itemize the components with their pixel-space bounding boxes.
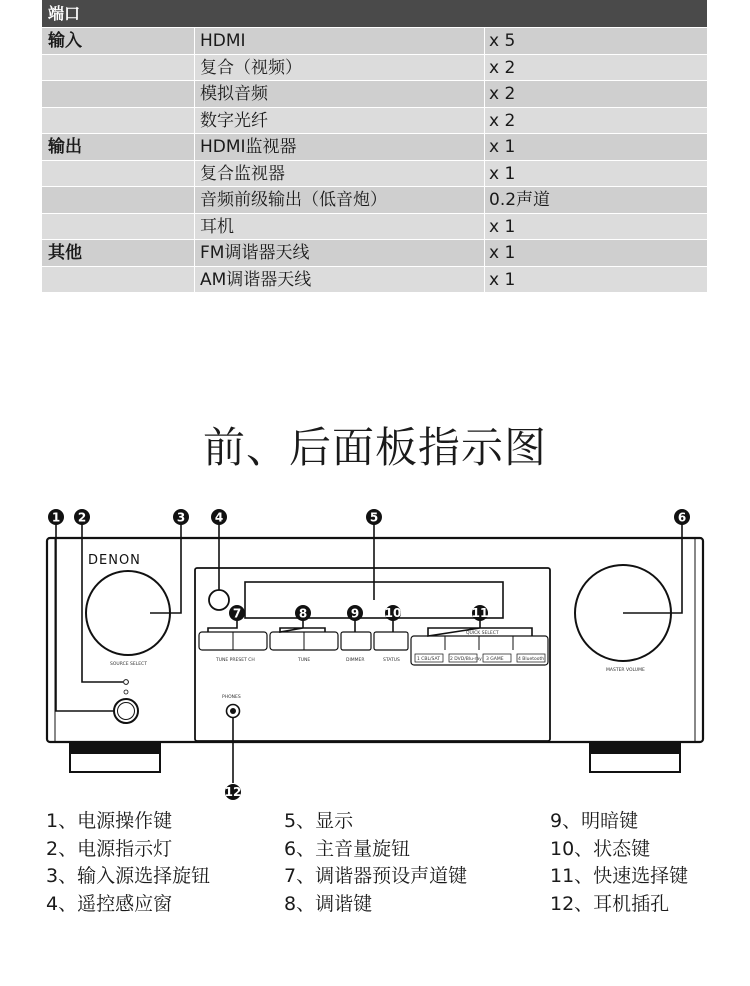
legend-item: 10、状态键	[550, 837, 651, 860]
spec-qty: x 1	[489, 163, 516, 184]
spec-item: HDMI	[200, 31, 246, 51]
legend-item: 3、输入源选择旋钮	[46, 865, 211, 887]
marker-9	[347, 605, 363, 621]
table-row	[42, 133, 707, 160]
diagram-title: 前、后面板指示图	[202, 423, 547, 472]
spec-qty: x 2	[489, 57, 516, 78]
spec-item: 数字光纤	[200, 110, 268, 131]
svg-text:10: 10	[384, 606, 402, 620]
table-row	[42, 107, 707, 134]
legend-item: 7、调谐器预设声道键	[284, 865, 468, 887]
legend-column-2	[284, 808, 467, 918]
phones-label: PHONES	[222, 695, 241, 700]
svg-text:3: 3	[176, 510, 186, 525]
qs2-label: 2 DVD/Blu-ray	[450, 657, 482, 662]
table-row	[42, 27, 707, 54]
marker-2	[74, 509, 90, 525]
spec-table-header: 端口	[42, 0, 707, 27]
spec-item: 耳机	[200, 216, 234, 237]
marker-10	[385, 605, 402, 621]
marker-6	[674, 509, 690, 525]
legend-item: 11、快速选择键	[550, 865, 689, 887]
spec-item: AM调谐器天线	[200, 269, 312, 290]
legend-item: 8、调谐键	[284, 892, 373, 915]
brand-logo: DENON	[88, 553, 141, 568]
spec-group: 其他	[48, 243, 82, 263]
legend-item: 4、遥控感应窗	[46, 892, 173, 915]
remote-sensor-window	[209, 590, 229, 610]
svg-text:11: 11	[471, 606, 489, 620]
table-row	[42, 213, 707, 240]
qs3-label: 3 GAME	[486, 657, 504, 662]
legend-item: 6、主音量旋钮	[284, 837, 411, 860]
svg-text:2: 2	[77, 510, 87, 525]
tune-label: TUNE	[298, 658, 311, 663]
spec-item: 复合（视频）	[200, 57, 302, 78]
spec-qty: 0.2声道	[489, 190, 551, 210]
svg-text:1: 1	[51, 510, 61, 525]
marker-12	[225, 784, 242, 800]
spec-qty: x 1	[489, 137, 516, 157]
marker-3	[173, 509, 189, 525]
spec-qty: x 5	[489, 31, 516, 51]
master-volume-label: MASTER VOLUME	[606, 668, 645, 673]
svg-text:12: 12	[224, 785, 242, 799]
front-panel-diagram	[0, 500, 750, 805]
svg-text:4: 4	[214, 510, 224, 525]
legend-item: 1、电源操作键	[46, 810, 173, 832]
status-button	[374, 632, 408, 650]
table-row	[42, 54, 707, 81]
marker-1	[48, 509, 64, 525]
spec-item: HDMI监视器	[200, 137, 297, 157]
spec-item: 音频前级输出（低音炮）	[200, 190, 387, 210]
table-row	[42, 266, 707, 293]
dimmer-button	[341, 632, 371, 650]
svg-text:6: 6	[677, 510, 687, 525]
svg-text:5: 5	[369, 510, 379, 525]
marker-7	[229, 605, 245, 621]
source-select-label: SOURCE SELECT	[110, 662, 147, 667]
spec-item: 模拟音频	[200, 84, 268, 104]
legend-column-3	[550, 808, 688, 918]
spec-qty: x 1	[489, 243, 516, 263]
spec-qty: x 1	[489, 269, 516, 290]
tune-preset-label: TUNE PRESET CH	[216, 658, 255, 663]
svg-text:7: 7	[232, 606, 242, 621]
table-row	[42, 239, 707, 266]
front-panel-svg	[0, 500, 750, 805]
marker-4	[211, 509, 227, 525]
marker-5	[366, 509, 382, 525]
spec-qty: x 1	[489, 216, 516, 237]
spec-group: 输入	[48, 31, 82, 51]
spec-item: FM调谐器天线	[200, 243, 310, 263]
legend-column-1	[46, 808, 210, 918]
table-row	[42, 186, 707, 213]
svg-text:8: 8	[298, 606, 308, 621]
legend-item: 12、耳机插孔	[550, 892, 670, 915]
quick-select-label: QUICK SELECT	[466, 631, 499, 636]
spec-qty: x 2	[489, 84, 516, 104]
legend-item: 2、电源指示灯	[46, 837, 173, 860]
power-indicator	[124, 680, 129, 685]
status-label: STATUS	[383, 658, 400, 663]
port-spec-table	[42, 0, 707, 292]
legend-item: 9、明暗键	[550, 810, 639, 832]
spec-group: 输出	[48, 137, 82, 157]
dimmer-label: DIMMER	[346, 658, 365, 663]
marker-11	[472, 605, 489, 621]
spec-qty: x 2	[489, 110, 516, 131]
svg-text:9: 9	[350, 606, 360, 621]
qs1-label: 1 CBL/SAT	[417, 657, 440, 662]
spec-item: 复合监视器	[200, 163, 285, 184]
legend-item: 5、显示	[284, 810, 354, 832]
qs4-label: 4 Bluetooth	[518, 657, 545, 662]
table-row	[42, 160, 707, 187]
diagram-legend	[0, 808, 750, 928]
table-row	[42, 80, 707, 107]
marker-8	[295, 605, 311, 621]
